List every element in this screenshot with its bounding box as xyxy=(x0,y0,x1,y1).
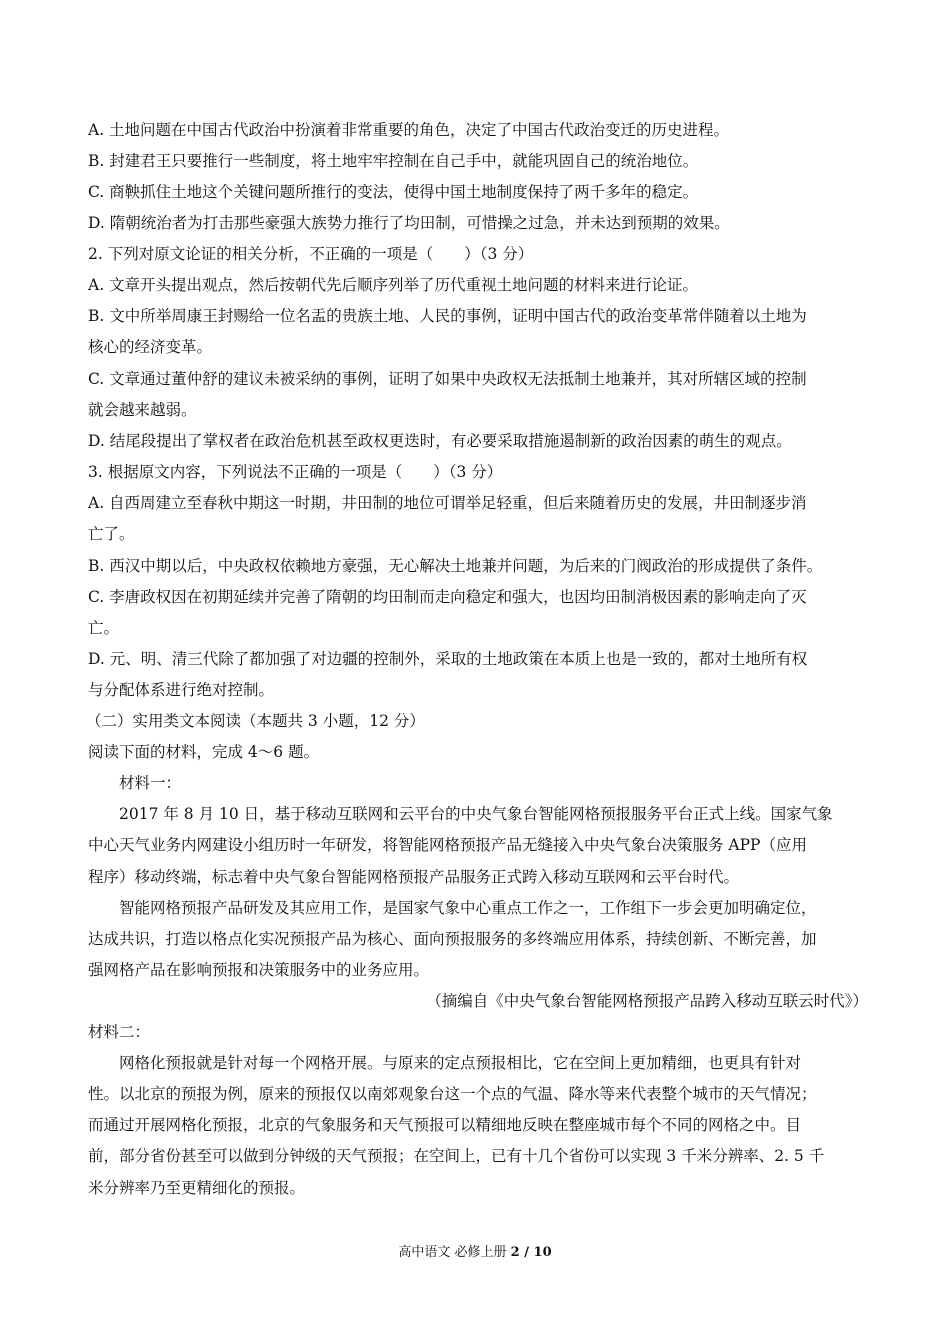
option-2b: B. 文中所举周康王封赐给一位名盂的贵族土地、人民的事例，证明中国古代的政治变革常伴随着以土地为 xyxy=(88,307,807,325)
option-2b-cont: 核心的经济变革。 xyxy=(88,338,213,356)
option-1a: A. 土地问题在中国古代政治中扮演着非常重要的角色，决定了中国古代政治变迁的历史进程。 xyxy=(88,121,730,139)
material-1-para-2-l2: 达成共识，打造以格点化实况预报产品为核心、面向预报服务的多终端应用体系，持续创新、不断完善，加 xyxy=(88,930,817,948)
option-2c: C. 文章通过董仲舒的建议未被采纳的事例，证明了如果中央政权无法抵制土地兼并，其对所辖区域的控制 xyxy=(88,370,807,388)
option-1d: D. 隋朝统治者为打击那些豪强大族势力推行了均田制，可惜操之过急，并未达到预期的效果。 xyxy=(88,214,730,232)
option-3a: A. 自西周建立至春秋中期这一时期，井田制的地位可谓举足轻重，但后来随着历史的发展，井田制逐步消 xyxy=(88,494,807,512)
option-3c: C. 李唐政权因在初期延续并完善了隋朝的均田制而走向稳定和强大，也因均田制消极因素的影响走向了灭 xyxy=(88,588,807,606)
material-2-para: 网格化预报就是针对每一个网格开展。与原来的定点预报相比，它在空间上更加精细，也更具有针对 xyxy=(119,1054,802,1072)
option-3a-cont: 亡了。 xyxy=(88,525,135,543)
instruction: 阅读下面的材料，完成 4～6 题。 xyxy=(88,743,320,761)
material-1-para-1-l2: 中心天气业务内网建设小组历时一年研发，将智能网格预报产品无缝接入中央气象台决策服务 APP（应用 xyxy=(88,836,807,854)
material-2-para-l4: 前，部分省份甚至可以做到分钟级的天气预报；在空间上，已有十几个省份可以实现 3 千米分辨率、2. 5 千 xyxy=(88,1147,825,1165)
footer-course: 高中语文 必修上册 xyxy=(398,1245,507,1260)
material-1-para-1-l3: 程序）移动终端，标志着中央气象台智能网格预报产品服务正式跨入移动互联网和云平台时代。 xyxy=(88,868,740,886)
question-3: 3. 根据原文内容，下列说法不正确的一项是（ ）（3 分） xyxy=(88,463,503,481)
option-1c: C. 商鞅抓住土地这个关键问题所推行的变法，使得中国土地制度保持了两千多年的稳定。 xyxy=(88,183,699,201)
material-2-label: 材料二： xyxy=(88,1023,151,1041)
material-2-para-l3: 而通过开展网格化预报，北京的气象服务和天气预报可以精细地反映在整座城市每个不同的网格之中。目 xyxy=(88,1116,802,1134)
page-footer xyxy=(0,1244,950,1262)
option-3d-cont: 与分配体系进行绝对控制。 xyxy=(88,681,275,699)
option-1b: B. 封建君王只要推行一些制度，将土地牢牢控制在自己手中，就能巩固自己的统治地位。 xyxy=(88,152,699,170)
option-3c-cont: 亡。 xyxy=(88,619,120,637)
option-3b: B. 西汉中期以后，中央政权依赖地方豪强，无心解决土地兼并问题，为后来的门阀政治的形成提供了条件。 xyxy=(88,557,823,575)
option-2c-cont: 就会越来越弱。 xyxy=(88,401,197,419)
section-heading: （二）实用类文本阅读（本题共 3 小题，12 分） xyxy=(86,712,425,730)
material-1-para-1: 2017 年 8 月 10 日，基于移动互联网和云平台的中央气象台智能网格预报服务平台正式上线。国家气象 xyxy=(119,805,833,823)
option-2a: A. 文章开头提出观点，然后按朝代先后顺序列举了历代重视土地问题的材料来进行论证。 xyxy=(88,276,699,294)
material-1-source: （摘编自《中央气象台智能网格预报产品跨入移动互联云时代》） xyxy=(426,992,868,1010)
material-1-para-2: 智能网格预报产品研发及其应用工作，是国家气象中心重点工作之一，工作组下一步会更加明确定位， xyxy=(119,899,817,917)
page-number: 2 / 10 xyxy=(510,1245,552,1260)
option-3d: D. 元、明、清三代除了都加强了对边疆的控制外，采取的土地政策在本质上也是一致的，都对土地所有权 xyxy=(88,650,808,668)
material-1-para-2-l3: 强网格产品在影响预报和决策服务中的业务应用。 xyxy=(88,961,430,979)
material-2-para-l2: 性。以北京的预报为例，原来的预报仅以南郊观象台这一个点的气温、降水等来代表整个城市的天气情况； xyxy=(88,1085,817,1103)
option-2d: D. 结尾段提出了掌权者在政治危机甚至政权更迭时，有必要采取措施遏制新的政治因素的萌生的观点。 xyxy=(88,432,792,450)
material-2-para-l5: 米分辨率乃至更精细化的预报。 xyxy=(88,1179,306,1197)
question-2: 2. 下列对原文论证的相关分析，不正确的一项是（ ）（3 分） xyxy=(88,245,534,263)
material-1-label: 材料一： xyxy=(119,774,182,792)
